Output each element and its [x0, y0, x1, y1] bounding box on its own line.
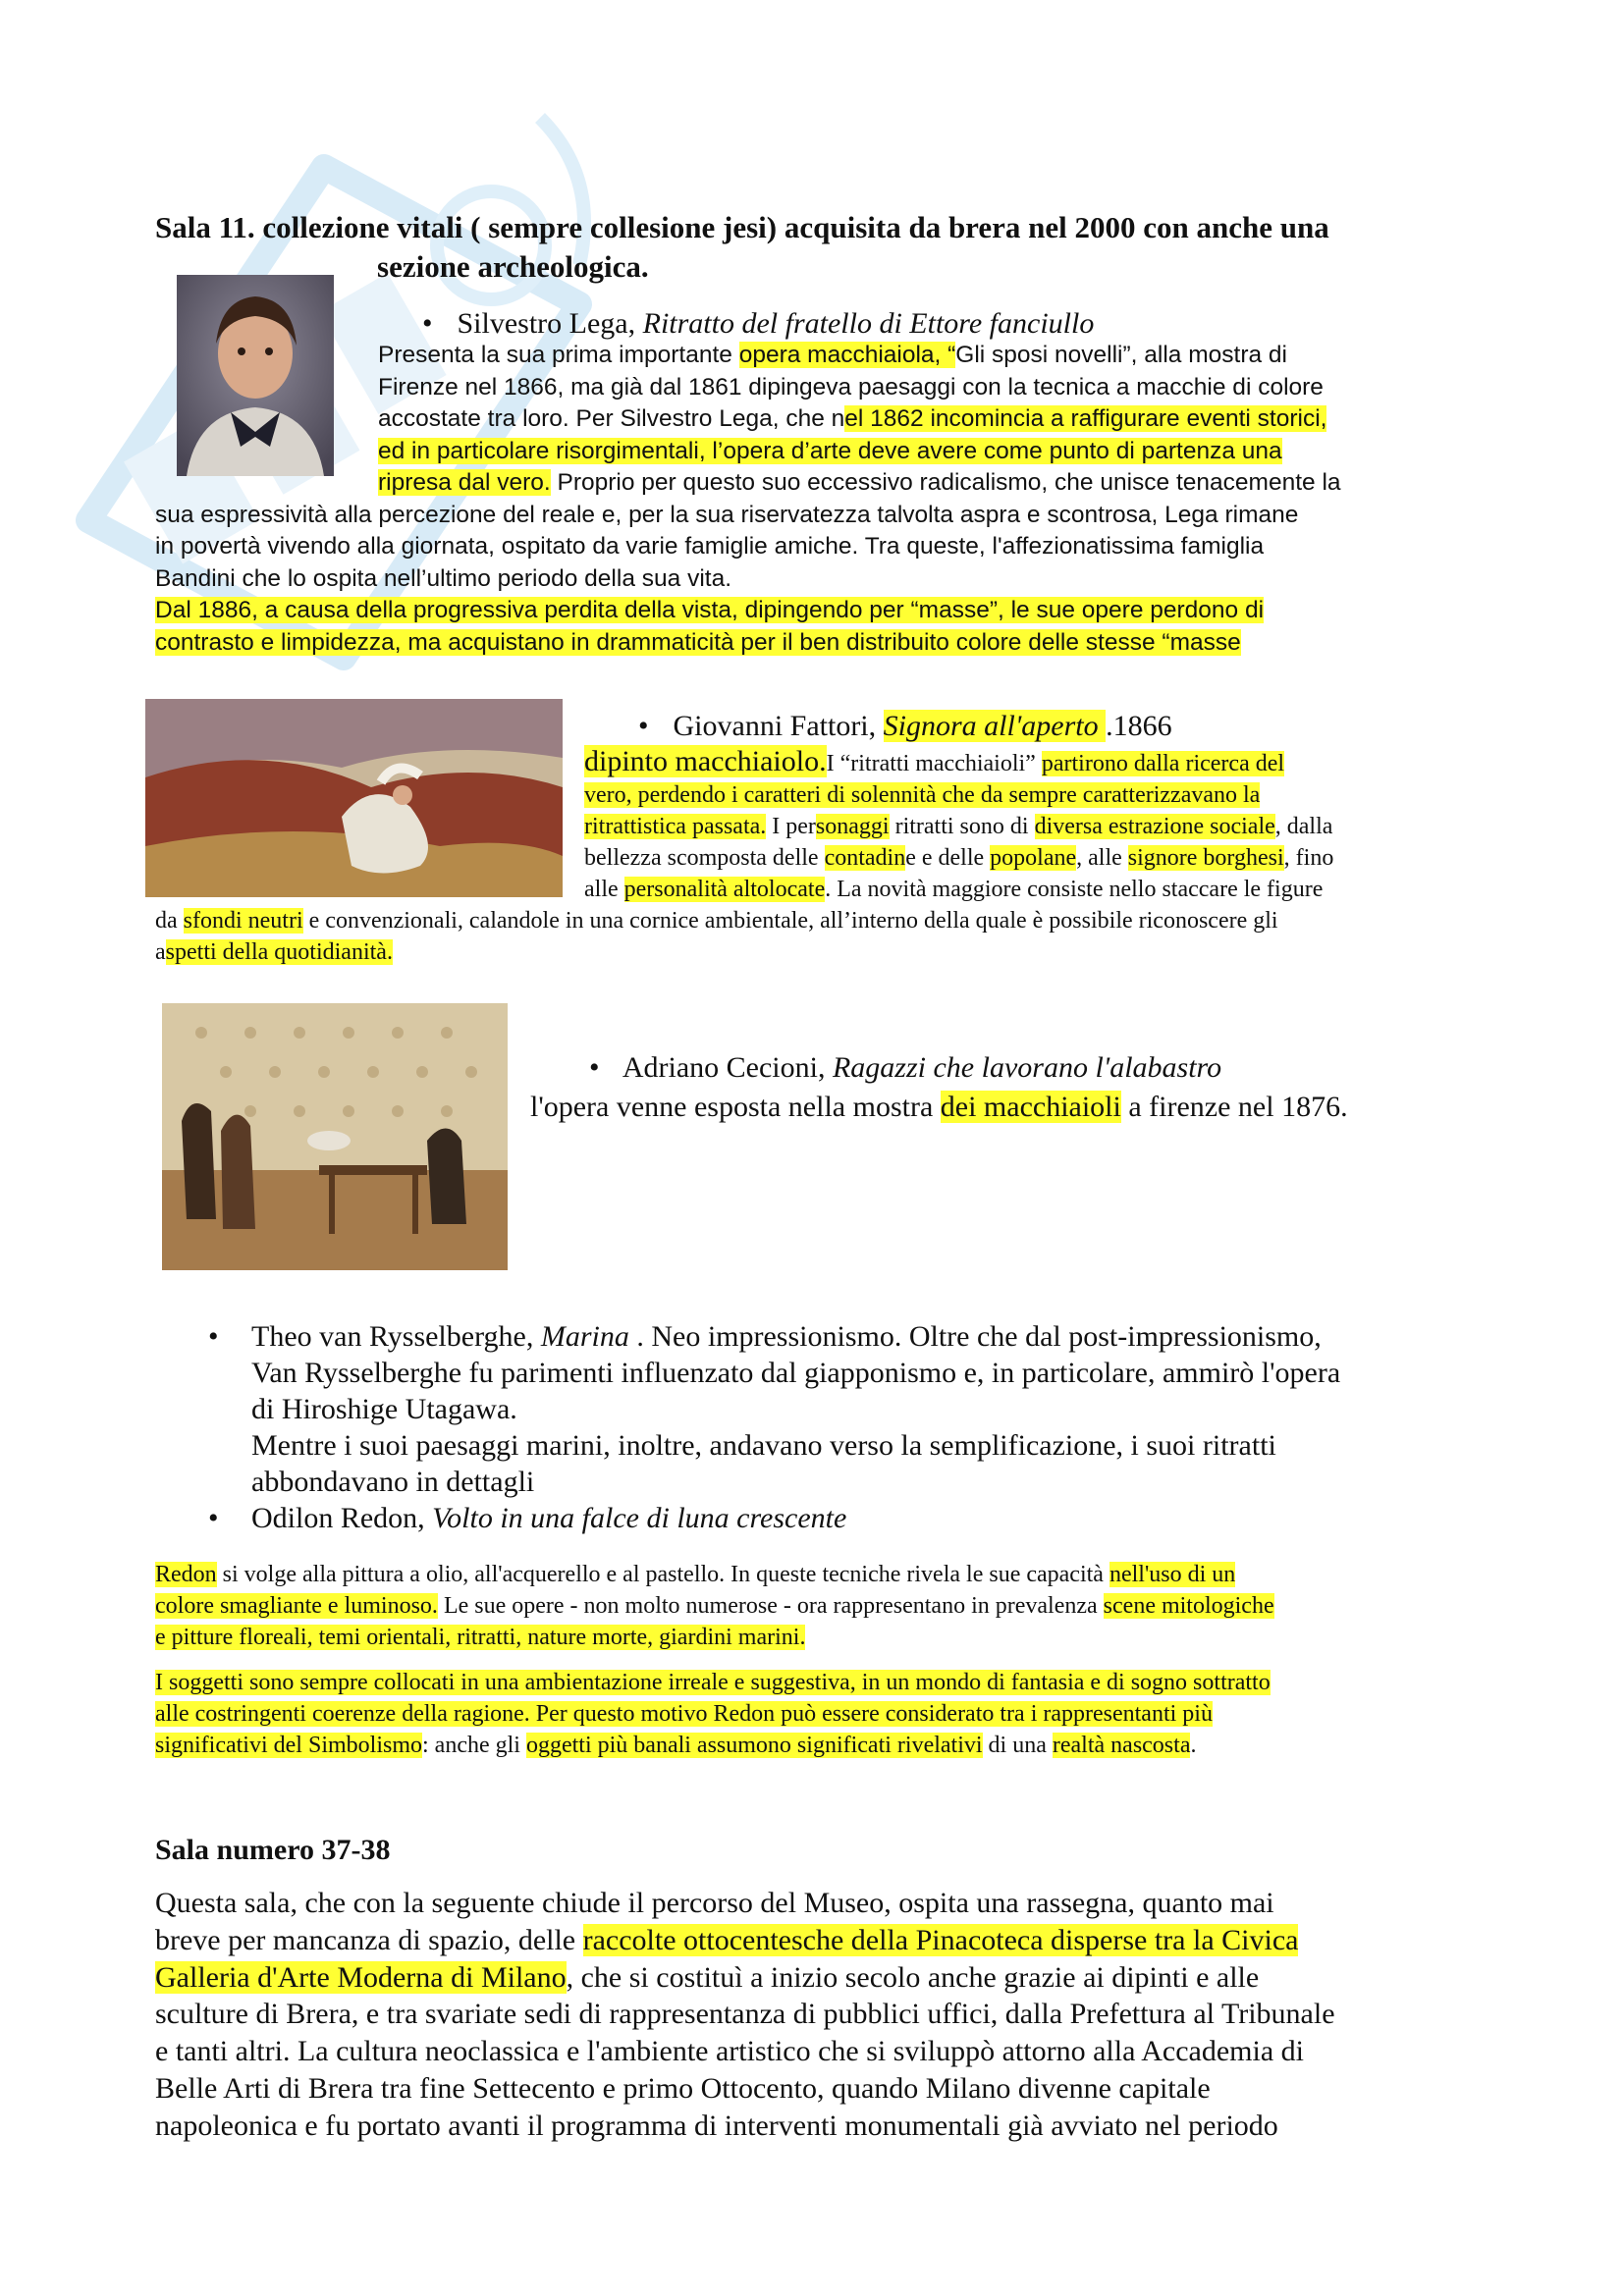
- bullet-icon: •: [422, 307, 433, 340]
- text-line: accostate tra loro. Per Silvestro Lega, che nel 1862 incomincia a raffigurare eventi storici,: [378, 405, 1327, 432]
- text-line: in povertà vivendo alla giornata, ospitato da varie famiglie amiche. Tra queste, l'affezionatissima famiglia: [155, 533, 1265, 560]
- heading-line-1: Sala 11. collezione vitali ( sempre collesione jesi) acquisita da brera nel 2000 con anche una: [155, 210, 1329, 244]
- fattori-artist: Giovanni Fattori,: [673, 710, 884, 742]
- bullet-icon: •: [208, 1502, 219, 1534]
- cecioni-description: l'opera venne esposta nella mostra dei macchiaioli a firenze nel 1876.: [530, 1091, 1348, 1123]
- heading-line-2: sezione archeologica.: [377, 249, 649, 284]
- fattori-work: Signora all'aperto: [883, 710, 1107, 742]
- bullet-icon: •: [208, 1320, 219, 1353]
- lega-artist: Silvestro Lega,: [457, 307, 643, 340]
- section-heading: Sala numero 37-38: [155, 1834, 391, 1866]
- list-item: • Theo van Rysselberghe, Marina . Neo impressionismo. Oltre che dal post-impressionismo, Van Rysselberghe fu parimenti influenzato dal giapponismo e, in particolare, ammirò l'opera di Hiroshige Utagawa. Mentre i suoi paesaggi marini, inoltre, andavano verso la semplificazione, i suoi ritratti abbondavano in dettagli: [208, 1320, 1341, 1498]
- cecioni-work: Ragazzi che lavorano l'alabastro: [832, 1051, 1222, 1084]
- paragraph: I soggetti sono sempre collocati in una ambientazione irreale e suggestiva, in un mondo di fantasia e di sogno sottratto alle costringenti coerenze della ragione. Per questo motivo Redon può essere considerato tra i rappresentanti più significativi del Simbolismo: anche gli oggetti più banali assumono significati rivelativi di una realtà nascosta.: [155, 1670, 1271, 1758]
- sala2-description: Questa sala, che con la seguente chiude il percorso del Museo, ospita una rassegna, quanto mai breve per mancanza di spazio, delle raccolte ottocentesche della Pinacoteca disperse tra la Civica Galleria d'Arte Moderna di Milano, che si costituì a inizio secolo anche grazie ai dipinti e alle sculture di Brera, e tra svariate sedi di rappresentanza di pubblici uffici, dalla Prefettura al Tribunale e tanti altri. La cultura neoclassica e l'ambiente artistico che si sviluppò attorno alla Accademia di Belle Arti di Brera tra fine Settecento e primo Ottocento, quando Milano divenne capitale napoleonica e fu portato avanti il programma di interventi monumentali già avviato nel periodo: [155, 1887, 1335, 2142]
- cecioni-title: [589, 1050, 1221, 1086]
- lega-description: [155, 340, 1471, 659]
- text-line: dipinto macchiaiolo.I “ritratti macchiaioli” partirono dalla ricerca del: [584, 745, 1285, 777]
- fattori-title: [638, 709, 1172, 744]
- bullet-icon: •: [638, 710, 649, 742]
- redon-description: [155, 1559, 1471, 1775]
- text-line: Firenze nel 1866, ma già dal 1861 dipingeva paesaggi con la tecnica a macchie di colore: [378, 373, 1324, 400]
- artist-list: [208, 1318, 1514, 1536]
- text-line: aspetti della quotidianità.: [155, 939, 393, 965]
- fattori-description: [155, 746, 1471, 968]
- text-line: Presenta la sua prima importante opera macchiaiola, “Gli sposi novelli”, alla mostra di: [378, 342, 1287, 368]
- paragraph: Redon si volge alla pittura a olio, all'acquerello e al pastello. In queste tecniche rivela le sue capacità nell'uso di un colore smagliante e luminoso. Le sue opere - non molto numerose - ora rappresentano in prevalenza scene mitologiche e pitture floreali, temi orientali, ritratti, nature morte, giardini marini.: [155, 1562, 1274, 1650]
- text-line: sua espressività alla percezione del reale e, per la sua riservatezza talvolta aspra e scontrosa, Lega rimane: [155, 501, 1299, 528]
- text-line: Dal 1886, a causa della progressiva perdita della vista, dipingendo per “masse”, le sue opere perdono di: [155, 597, 1265, 623]
- fattori-year: .1866: [1106, 710, 1172, 742]
- text-line: da sfondi neutri e convenzionali, calandole in una cornice ambientale, all’interno della quale è possibile riconoscere gli: [155, 908, 1278, 934]
- bullet-icon: •: [589, 1051, 600, 1084]
- text-line: bellezza scomposta delle contadine e delle popolane, alle signore borghesi, fino: [584, 845, 1334, 871]
- text-line: alle personalità altolocate. La novità maggiore consiste nello staccare le figure: [584, 877, 1324, 902]
- text-line: Bandini che lo ospita nell’ultimo periodo della sua vita.: [155, 564, 731, 592]
- text-line: vero, perdendo i caratteri di solennità che da sempre caratterizzavano la: [584, 782, 1261, 808]
- text-line: contrasto e limpidezza, ma acquistano in drammaticità per il ben distribuito colore delle stesse “masse: [155, 628, 1241, 656]
- list-item: • Odilon Redon, Volto in una falce di luna crescente: [208, 1502, 847, 1534]
- cecioni-artist: Adriano Cecioni,: [622, 1051, 833, 1084]
- text-line: ritrattistica passata. I personaggi ritratti sono di diversa estrazione sociale, dalla: [584, 814, 1333, 839]
- lega-title: [422, 306, 1094, 342]
- text-line: ed in particolare risorgimentali, l’opera d’arte deve avere come punto di partenza una: [378, 437, 1282, 464]
- text-line: ripresa dal vero. Proprio per questo suo eccessivo radicalismo, che unisce tenacemente la: [378, 469, 1341, 496]
- page-heading: [155, 208, 1530, 287]
- cecioni-painting-image: [162, 1003, 508, 1270]
- lega-work: Ritratto del fratello di Ettore fanciullo: [642, 307, 1095, 340]
